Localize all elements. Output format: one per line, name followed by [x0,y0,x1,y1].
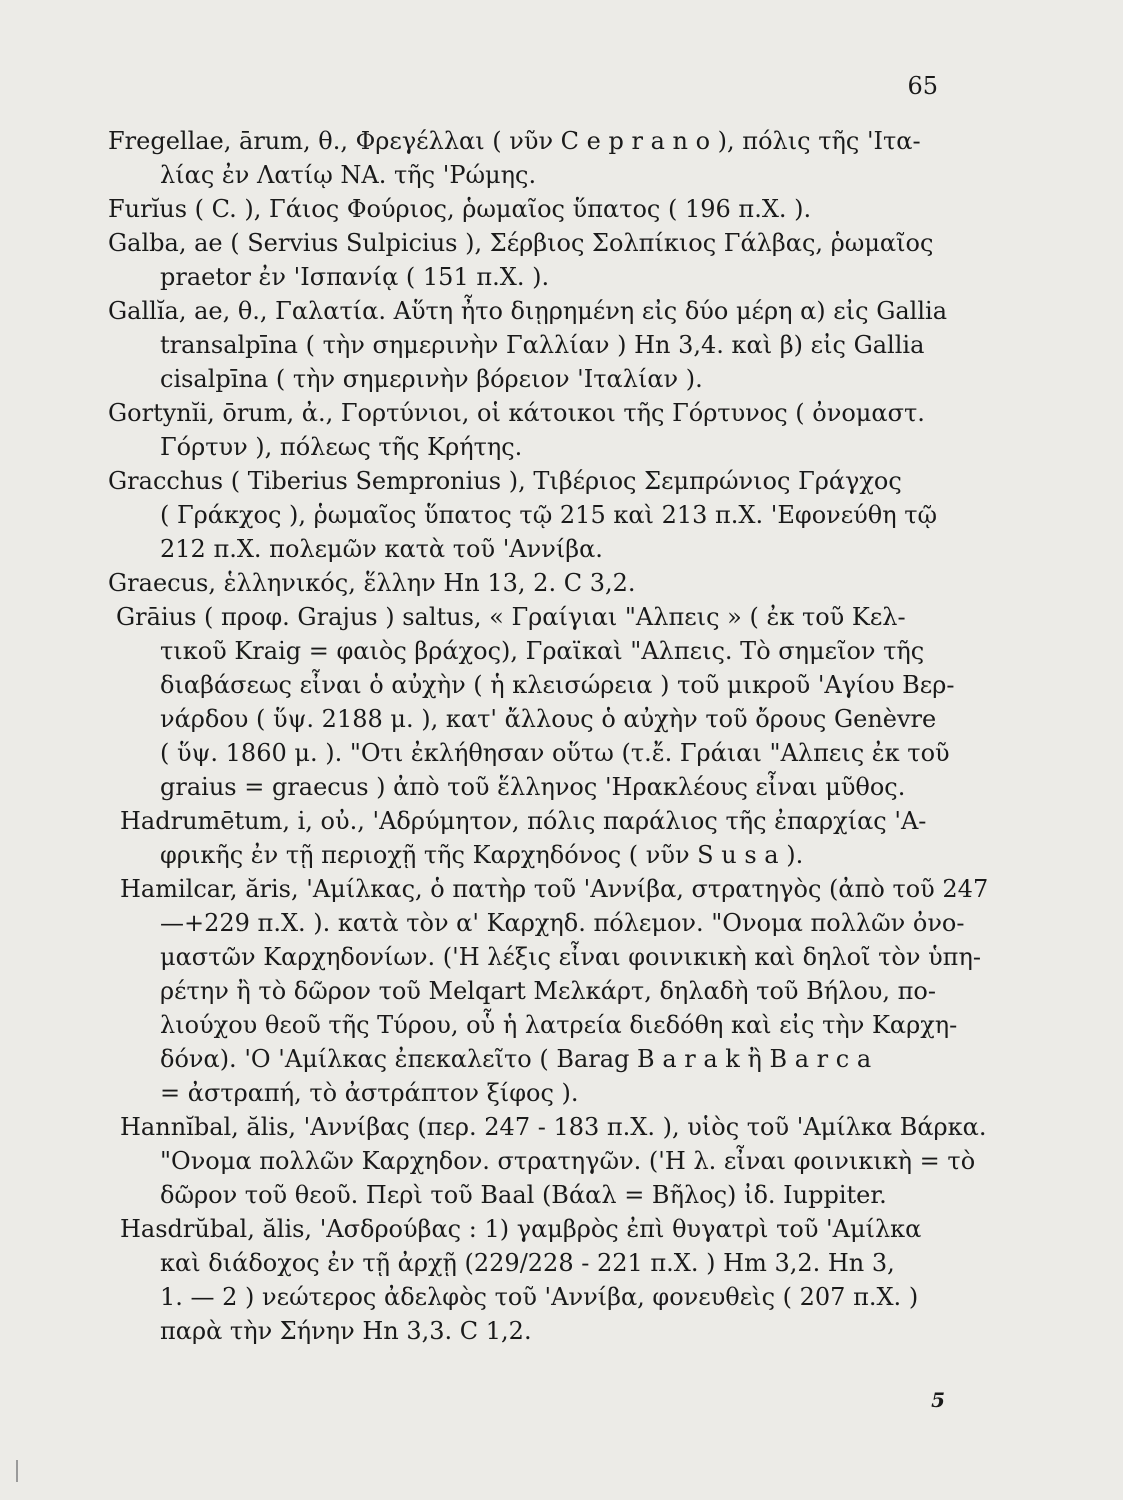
entry-line: τικοῦ Kraig = φαιὸς βράχος), Γραϊκαὶ "Αλπεις. Τὸ σημεῖον τῆς [160,637,925,665]
entry-galba [108,226,958,294]
entry-gallia [108,294,958,396]
entry-line: δόνα). 'Ο 'Αμίλκας ἐπεκαλεῖτο ( Barag B a r a k ἢ B a r c a [160,1045,872,1073]
signature-mark: 5 [931,1388,945,1412]
entry-line: δῶρον τοῦ θεοῦ. Περὶ τοῦ Baal (Βάαλ = Βῆλος) ἰδ. Iuppiter. [160,1181,887,1209]
entry-line: Γόρτυν ), πόλεως τῆς Κρήτης. [160,433,523,461]
entry-line: Gallĭa, ae, θ., Γαλατία. Αὕτη ἦτο διῃρημένη εἰς δύο μέρη α) εἰς Gallia [108,297,948,325]
entry-line: 212 π.Χ. πολεμῶν κατὰ τοῦ 'Αννίβα. [160,535,603,563]
page-number: 65 [907,72,938,100]
entry-line: cisalpīna ( τὴν σημερινὴν βόρειον 'Ιταλίαν ). [160,365,703,393]
entry-line: νάρδου ( ὕψ. 2188 μ. ), κατ' ἄλλους ὁ αὐχὴν τοῦ ὄρους Genèvre [160,705,937,733]
entry-line: Grāius ( προφ. Grajus ) saltus, « Γραίγιαι "Αλπεις » ( ἐκ τοῦ Κελ- [116,603,906,631]
entry-line: ρέτην ἢ τὸ δῶρον τοῦ Melqart Μελκάρτ, δηλαδὴ τοῦ Βήλου, πο- [160,977,936,1005]
entry-line: λίας ἐν Λατίῳ ΝΑ. τῆς 'Ρώμης. [160,161,537,189]
entry-line: Fregellae, ārum, θ., Φρεγέλλαι ( νῦν C e p r a n o ), πόλις τῆς 'Ιτα- [108,127,921,155]
glossary-entries [108,124,989,1348]
entry-line: παρὰ τὴν Σήνην Hn 3,3. C 1,2. [160,1317,532,1345]
entry-line: λιούχου θεοῦ τῆς Τύρου, οὗ ἡ λατρεία διεδόθη καὶ εἰς τὴν Καρχη- [160,1011,958,1039]
entry-graius [108,600,958,804]
entry-line: φρικῆς ἐν τῇ περιοχῇ τῆς Καρχηδόνος ( νῦν S u s a ). [160,841,804,869]
entry-line: Gracchus ( Tiberius Sempronius ), Τιβέριος Σεμπρώνιος Γράγχος [108,467,902,495]
entry-line: "Ονομα πολλῶν Καρχηδον. στρατηγῶν. ('Η λ. εἶναι φοινικικὴ = τὸ [160,1147,976,1175]
entry-hamilcar [108,872,989,1110]
entry-hasdrubal [108,1212,958,1348]
entry-line: Hannĭbal, ălis, 'Αννίβας (περ. 247 - 183 π.Χ. ), υἱὸς τοῦ 'Αμίλκα Βάρκα. [120,1113,987,1141]
entry-line: Galba, ae ( Servius Sulpicius ), Σέρβιος Σολπίκιος Γάλβας, ῥωμαῖος [108,229,934,257]
entry-line: Hamilcar, ăris, 'Αμίλκας, ὁ πατὴρ τοῦ 'Αννίβα, στρατηγὸς (ἀπὸ τοῦ 247 [120,875,989,903]
entry-hadrumetum [108,804,958,872]
entry-line: ( ὕψ. 1860 μ. ). "Οτι ἐκλήθησαν οὕτω (τ.ἔ. Γράιαι "Αλπεις ἐκ τοῦ [160,739,950,767]
entry-gortynii [108,396,958,464]
entry-line: μαστῶν Καρχηδονίων. ('Η λέξις εἶναι φοινικικὴ καὶ δηλοῖ τὸν ὑπη- [160,943,981,971]
entry-line: transalpīna ( τὴν σημερινὴν Γαλλίαν ) Hn 3,4. καὶ β) εἰς Gallia [160,331,925,359]
entry-line: graius = graecus ) ἀπὸ τοῦ ἕλληνος 'Ηρακλέους εἶναι μῦθος. [160,773,906,801]
entry-fregellae [108,124,958,192]
entry-line: Furĭus ( C. ), Γάιος Φούριος, ῥωμαῖος ὕπατος ( 196 π.Χ. ). [108,195,812,223]
entry-line: Gortynĭi, ōrum, ἀ., Γορτύνιοι, οἱ κάτοικοι τῆς Γόρτυνος ( ὀνομαστ. [108,399,925,427]
entry-line: Hadrumētum, i, οὐ., 'Αδρύμητον, πόλις παράλιος τῆς ἐπαρχίας 'Α- [120,807,927,835]
entry-gracchus [108,464,958,566]
entry-line: ( Γράκχος ), ῥωμαῖος ὕπατος τῷ 215 καὶ 213 π.Χ. 'Εφονεύθη τῷ [160,501,938,529]
entry-line: Graecus, ἑλληνικός, ἕλλην Hn 13, 2. C 3,2. [108,569,636,597]
entry-line: καὶ διάδοχος ἐν τῇ ἀρχῇ (229/228 - 221 π.Χ. ) Hm 3,2. Hn 3, [160,1249,895,1277]
entry-furius [108,192,958,226]
entry-line: —+229 π.Χ. ). κατὰ τὸν α' Καρχηδ. πόλεμον. "Ονομα πολλῶν ὀνο- [160,909,965,937]
entry-line: 1. — 2 ) νεώτερος ἀδελφὸς τοῦ 'Αννίβα, φονευθεὶς ( 207 π.Χ. ) [160,1283,919,1311]
entry-hannibal [108,1110,987,1212]
page-edge-mark [16,1460,18,1482]
entry-line: praetor ἐν 'Ισπανίᾳ ( 151 π.Χ. ). [160,263,550,291]
entry-line: διαβάσεως εἶναι ὁ αὐχὴν ( ἡ κλεισώρεια ) τοῦ μικροῦ 'Αγίου Βερ- [160,671,955,699]
entry-graecus [108,566,958,600]
entry-line: = ἀστραπή, τὸ ἀστράπτον ξίφος ). [160,1079,579,1107]
entry-line: Hasdrŭbal, ălis, 'Ασδρούβας : 1) γαμβρὸς ἐπὶ θυγατρὶ τοῦ 'Αμίλκα [120,1215,922,1243]
